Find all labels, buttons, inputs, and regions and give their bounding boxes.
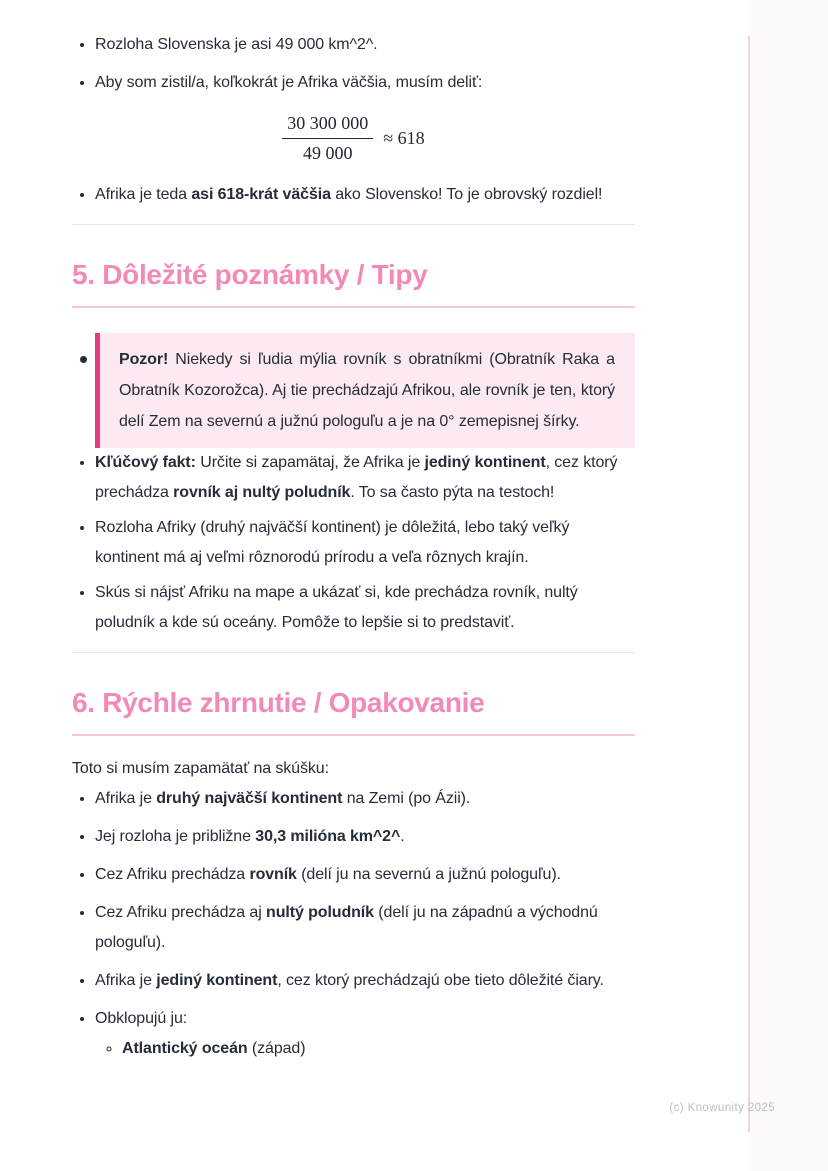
- section5-heading: 5. Dôležité poznámky / Tipy: [72, 257, 635, 308]
- document-content: [72, 30, 635, 1064]
- fraction-result: ≈ 618: [383, 127, 425, 148]
- list-item-label: Obklopujú ju:: [95, 1010, 188, 1027]
- fraction-numerator: 30 300 000: [282, 112, 373, 139]
- list-item: • Skús si nájsť Afriku na mape a ukázať si, kde prechádza rovník, nultý poludník a kde sú oceány. Pomôže to lepšie si to predstaviť.: [95, 578, 635, 638]
- division-formula: [282, 112, 424, 164]
- section5-bullet-list: [72, 448, 635, 638]
- bullet-dot: [80, 356, 87, 363]
- sub-list-item: ◦ Atlantický oceán (západ): [122, 1034, 623, 1064]
- section6-bullet-list: [72, 784, 635, 1064]
- list-item: • Rozloha Afriky (druhý najväčší kontinent) je dôležitá, lebo taký veľký kontinent má aj veľmi rôznorodú prírodu a veľa rôznych krajín.: [95, 513, 635, 573]
- page-edge-line: [748, 36, 750, 1132]
- list-item: • Afrika je teda asi 618-krát väčšia ako Slovensko! To je obrovský rozdiel!: [95, 180, 635, 210]
- section6-heading: 6. Rýchle zhrnutie / Opakovanie: [72, 685, 635, 736]
- list-item: • Kľúčový fakt: Určite si zapamätaj, že Afrika je jediný kontinent, cez ktorý prechádza rovník aj nultý poludník. To sa často pýta na testoch!: [95, 448, 635, 508]
- oceans-sub-list: [95, 1034, 623, 1064]
- fraction-denominator: 49 000: [303, 142, 353, 163]
- section-divider: [72, 224, 635, 225]
- warning-callout: Pozor! Niekedy si ľudia mýlia rovník s obratníkmi (Obratník Raka a Obratník Kozorožca). Aj tie prechádzajú Afrikou, ale rovník je ten, ktorý delí Zem na severnú a južnú pologuľu a je na 0° zemepisnej šírky.: [95, 333, 635, 448]
- list-item: • Rozloha Slovenska je asi 49 000 km^2^.: [95, 30, 635, 60]
- top-bullet-list: [72, 30, 635, 98]
- callout-list-item: [72, 333, 635, 448]
- section6-intro: Toto si musím zapamätať na skúšku:: [72, 760, 329, 777]
- list-item: • Afrika je jediný kontinent, cez ktorý prechádzajú obe tieto dôležité čiary.: [95, 966, 635, 996]
- right-margin-strip: [751, 0, 828, 1171]
- list-item: • Aby som zistil/a, koľkokrát je Afrika väčšia, musím deliť:: [95, 68, 635, 98]
- list-item: • Jej rozloha je približne 30,3 milióna km^2^.: [95, 822, 635, 852]
- math-formula-block: [72, 112, 635, 164]
- list-item: • Cez Afriku prechádza aj nultý poludník (delí ju na západnú a východnú pologuľu).: [95, 898, 635, 958]
- list-item: • Afrika je druhý najväčší kontinent na Zemi (po Ázii).: [95, 784, 635, 814]
- list-item: • Cez Afriku prechádza rovník (delí ju na severnú a južnú pologuľu).: [95, 860, 635, 890]
- list-item: [95, 1004, 635, 1064]
- section-divider: [72, 652, 635, 653]
- fraction: [282, 112, 373, 164]
- top-bullet-list-continued: [72, 180, 635, 210]
- copyright-footer: (c) Knowunity 2025: [669, 1102, 775, 1114]
